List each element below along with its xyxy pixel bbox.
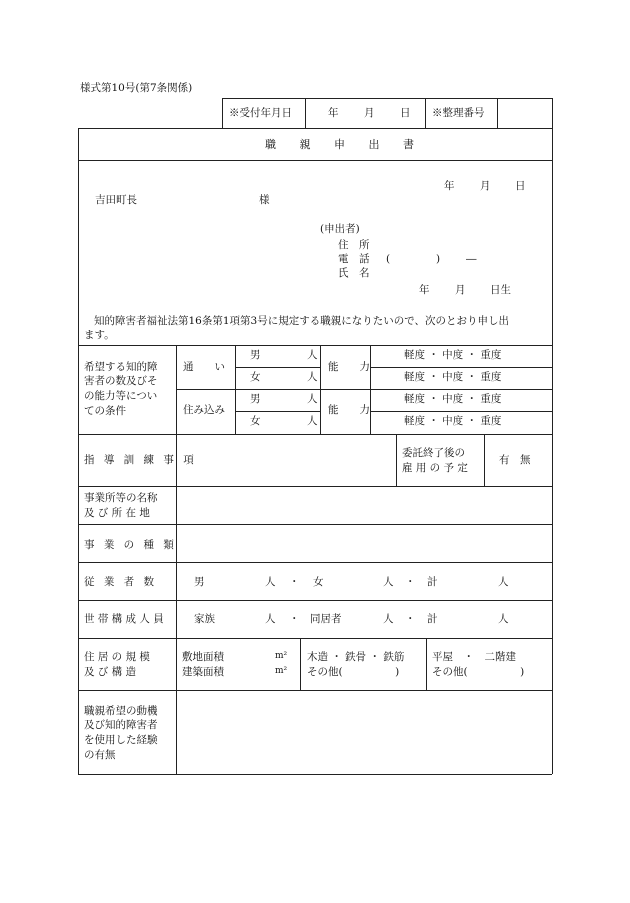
employees-total-unit: 人 (498, 576, 509, 588)
applicant-label: (申出者) (320, 223, 360, 235)
household-dot-2: ・ (405, 613, 416, 625)
ref-number-label: ※整理番号 (432, 107, 485, 119)
conditions-label-1: 希望する知的障 (84, 361, 158, 373)
motivation-label-2: 及び知的障害者 (84, 719, 158, 731)
motivation-label-3: を使用した経験 (84, 734, 158, 746)
phone-label: 電 話 (338, 253, 370, 265)
site-area-label: 敷地面積 (182, 651, 224, 663)
commute-female-label: 女 (250, 371, 261, 383)
birth-year-unit: 年 (419, 284, 430, 296)
live-in-label: 住み込み (183, 404, 225, 416)
floors-options[interactable]: 平屋 ・ 二階建 (432, 651, 516, 663)
employees-female-unit: 人 (383, 576, 394, 588)
receipt-month-unit: 月 (364, 107, 375, 119)
commute-female-ability[interactable]: 軽度 ・ 中度 ・ 重度 (404, 371, 502, 383)
receipt-date-label: ※受付年月日 (229, 107, 292, 119)
receipt-year-unit: 年 (328, 107, 339, 119)
household-cohabitant-unit: 人 (383, 613, 394, 625)
commute-label: 通 い (183, 361, 225, 373)
training-label: 指 導 訓 練 事 項 (84, 454, 197, 466)
employees-male-label: 男 (194, 576, 205, 588)
residence-label-1: 住 居 の 規 模 (84, 651, 150, 663)
floors-other[interactable]: その他( ) (432, 666, 525, 678)
residence-label-2: 及 び 構 造 (84, 666, 137, 678)
business-place-label-2: 及 び 所 在 地 (84, 507, 150, 519)
structure-other[interactable]: その他( ) (307, 666, 400, 678)
employment-plan-label-1: 委託終了後の (402, 447, 465, 459)
business-place-label-1: 事業所等の名称 (84, 492, 158, 504)
form-title: 職 親 申 出 書 (265, 138, 424, 151)
live-in-female-ability[interactable]: 軽度 ・ 中度 ・ 重度 (404, 415, 502, 427)
employment-plan-yes-no[interactable]: 有 無 (499, 454, 531, 466)
birth-month-unit: 月 (455, 284, 466, 296)
form-number-label: 様式第10号(第7条関係) (80, 82, 193, 94)
live-in-female-label: 女 (250, 415, 261, 427)
live-in-male-unit: 人 (307, 393, 318, 405)
employees-dot-2: ・ (405, 576, 416, 588)
birth-day-unit: 日生 (490, 284, 511, 296)
app-date-day-unit: 日 (515, 180, 526, 192)
commute-female-unit: 人 (307, 371, 318, 383)
address-label: 住 所 (338, 239, 370, 251)
live-in-female-unit: 人 (307, 415, 318, 427)
conditions-label-4: ての条件 (84, 405, 126, 417)
household-dot-1: ・ (289, 613, 300, 625)
phone-paren-open: ( (386, 253, 391, 265)
household-cohabitant-label: 同居者 (310, 613, 342, 625)
commute-male-unit: 人 (307, 349, 318, 361)
name-field[interactable] (380, 265, 540, 279)
statement-line-1: 知的障害者福祉法第16条第1項第3号に規定する職親になりたいので、次のとおり申し出 (94, 315, 510, 327)
building-area-label: 建築面積 (182, 666, 224, 678)
employment-plan-label-2: 雇 用 の 予 定 (402, 462, 468, 474)
phone-field[interactable] (392, 251, 532, 265)
statement-line-2: ます。 (84, 329, 115, 341)
building-area-unit: m² (275, 666, 288, 676)
conditions-label-3: の能力等につい (84, 390, 158, 402)
household-label: 世 帯 構 成 人 員 (84, 613, 164, 625)
name-label: 氏 名 (338, 267, 370, 279)
motivation-label-4: の有無 (84, 749, 116, 761)
phone-dash: ― (466, 253, 477, 265)
business-type-field[interactable] (177, 525, 551, 562)
site-area-unit: m² (275, 651, 288, 661)
household-family-unit: 人 (265, 613, 276, 625)
receipt-date-field[interactable] (306, 99, 424, 127)
live-in-ability-label: 能 力 (328, 404, 370, 416)
commute-male-ability[interactable]: 軽度 ・ 中度 ・ 重度 (404, 349, 502, 361)
employees-male-unit: 人 (265, 576, 276, 588)
motivation-label-1: 職親希望の動機 (84, 705, 158, 717)
address-field[interactable] (380, 237, 540, 251)
app-date-year-unit: 年 (444, 180, 455, 192)
household-total-label: 計 (427, 613, 438, 625)
commute-ability-label: 能 力 (328, 361, 370, 373)
household-total-unit: 人 (498, 613, 509, 625)
conditions-label-2: 害者の数及びそ (84, 375, 158, 387)
ref-number-field[interactable] (498, 99, 551, 127)
business-type-label: 事 業 の 種 類 (84, 539, 177, 551)
employees-total-label: 計 (427, 576, 438, 588)
phone-paren-close: ) (436, 253, 441, 265)
employees-label: 従 業 者 数 (84, 576, 158, 588)
household-family-label: 家族 (194, 613, 215, 625)
business-place-field[interactable] (177, 487, 551, 524)
motivation-field[interactable] (177, 691, 551, 773)
live-in-male-label: 男 (250, 393, 261, 405)
app-date-month-unit: 月 (480, 180, 491, 192)
receipt-day-unit: 日 (400, 107, 411, 119)
structure-options[interactable]: 木造 ・ 鉄骨 ・ 鉄筋 (307, 651, 405, 663)
addressee: 吉田町長 (95, 194, 137, 206)
commute-male-label: 男 (250, 349, 261, 361)
training-field[interactable] (177, 435, 395, 485)
employees-dot-1: ・ (289, 576, 300, 588)
live-in-male-ability[interactable]: 軽度 ・ 中度 ・ 重度 (404, 393, 502, 405)
employees-female-label: 女 (313, 576, 324, 588)
addressee-honorific: 様 (259, 194, 270, 206)
